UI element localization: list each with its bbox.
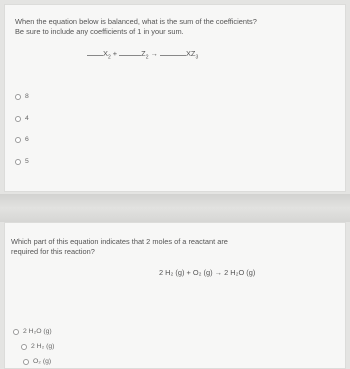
- question-1-prompt: [15, 17, 257, 37]
- product-subscript: 3: [195, 54, 199, 61]
- radio-button[interactable]: [23, 359, 29, 365]
- q2-option-3-label: O₂ (g): [33, 358, 52, 365]
- q1-option-4[interactable]: [15, 158, 29, 165]
- question-card-2: [4, 222, 346, 369]
- q2-option-2-label: 2 H₂ (g): [31, 343, 55, 350]
- question-2-equation: 2 H₂ (g) + O₂ (g) → 2 H₂O (g): [159, 268, 256, 277]
- reaction-arrow: →: [150, 49, 158, 58]
- radio-button[interactable]: [15, 159, 21, 165]
- question-card-1: [4, 4, 346, 192]
- question-1-equation: [87, 47, 198, 60]
- product: XZ: [185, 49, 196, 58]
- q1-option-3[interactable]: [15, 136, 29, 143]
- q2-option-3[interactable]: [23, 358, 51, 365]
- q1-option-2-label: 4: [25, 115, 29, 122]
- reactant-1: X: [103, 49, 108, 58]
- q1-option-4-label: 5: [25, 158, 29, 165]
- q2-option-2[interactable]: [21, 343, 54, 350]
- reactant-2: Z: [141, 49, 146, 58]
- blurred-separator: [0, 194, 350, 222]
- q2-option-1[interactable]: [13, 328, 52, 335]
- q1-option-3-label: 6: [25, 136, 29, 143]
- q1-option-1-label: 8: [25, 93, 29, 100]
- question-1-prompt-line1: When the equation below is balanced, what is the sum of the coefficients?: [15, 17, 257, 26]
- coefficient-blank-3: [160, 47, 186, 56]
- q1-option-1[interactable]: [15, 93, 29, 100]
- question-1-prompt-line2: Be sure to include any coefficients of 1 in your sum.: [15, 27, 184, 36]
- coefficient-blank-1: [87, 47, 103, 56]
- plus-sign: +: [112, 49, 118, 58]
- reactant-1-subscript: 2: [107, 54, 111, 61]
- q1-option-2[interactable]: [15, 115, 29, 122]
- question-2-prompt-line1: Which part of this equation indicates that 2 moles of a reactant are: [11, 237, 228, 246]
- coefficient-blank-2: [119, 47, 141, 56]
- radio-button[interactable]: [15, 116, 21, 122]
- question-2-prompt-line2: required for this reaction?: [11, 247, 95, 256]
- radio-button[interactable]: [13, 329, 19, 335]
- radio-button[interactable]: [21, 344, 27, 350]
- reactant-2-subscript: 2: [145, 54, 149, 61]
- radio-button[interactable]: [15, 137, 21, 143]
- q2-option-1-label: 2 H₂O (g): [23, 328, 52, 335]
- radio-button[interactable]: [15, 94, 21, 100]
- question-2-prompt: [11, 237, 228, 257]
